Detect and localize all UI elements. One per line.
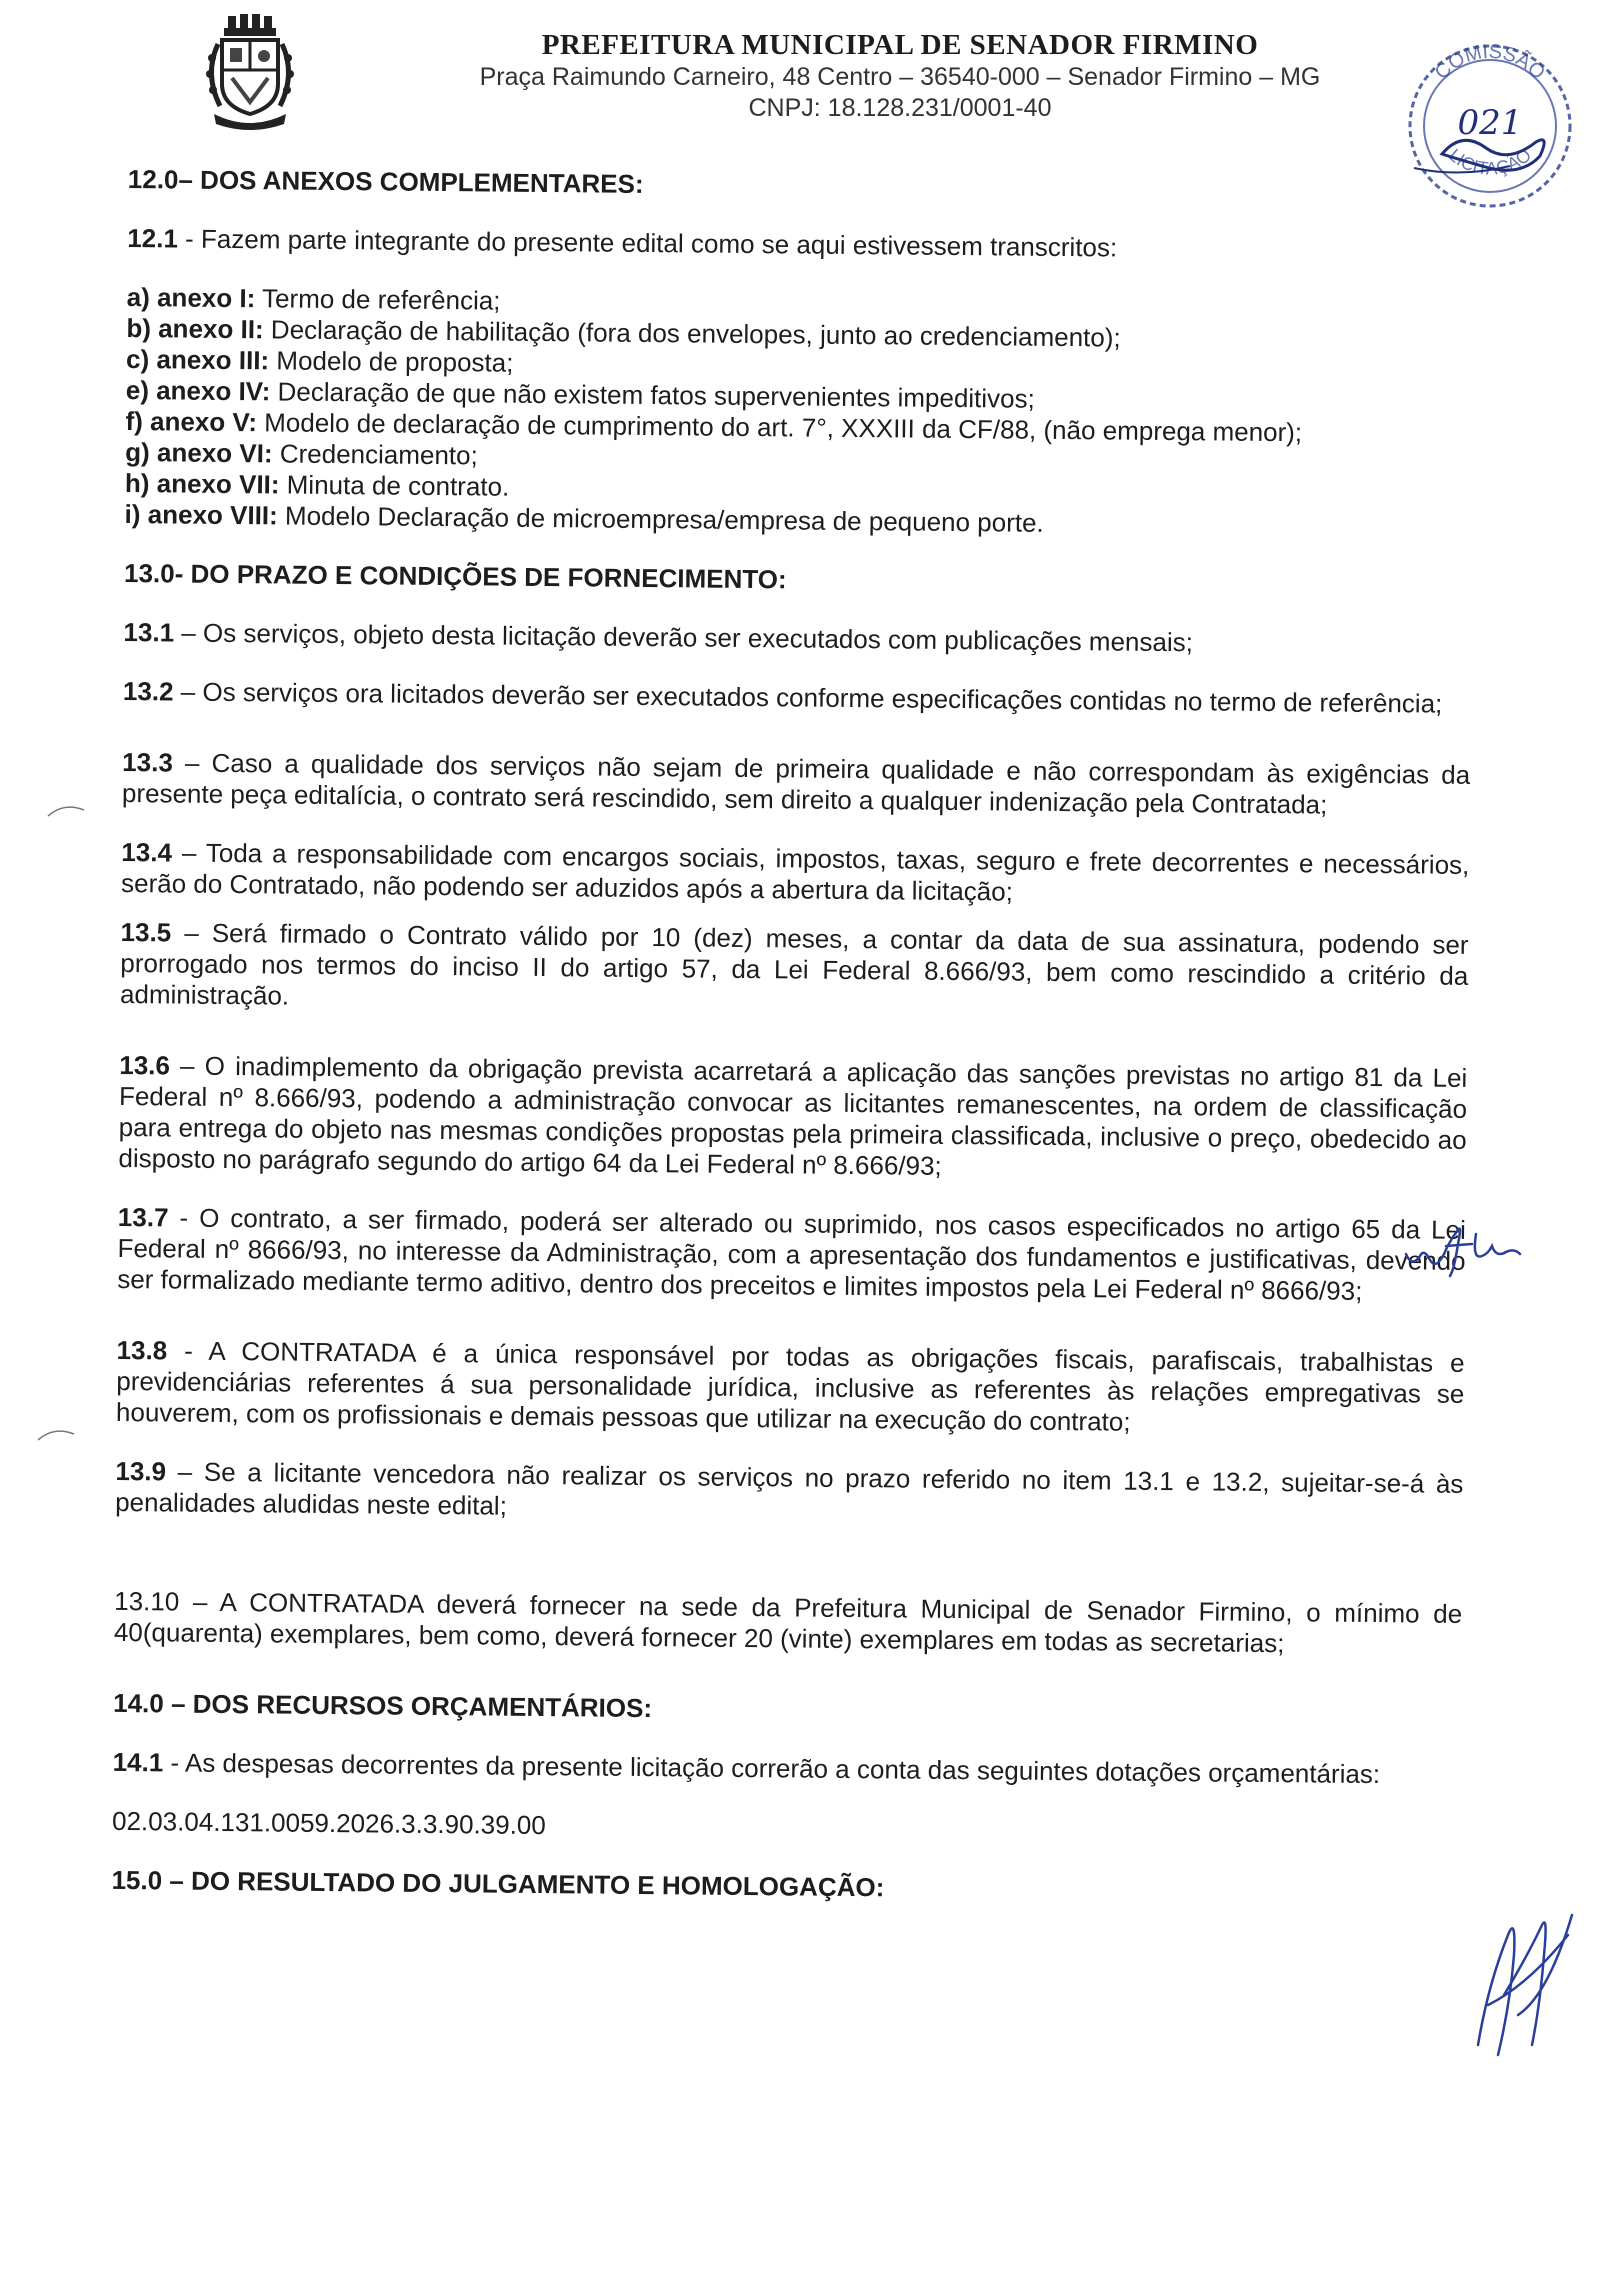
budget-code: 02.03.04.131.0059.2026.3.3.90.39.00 bbox=[111, 1805, 546, 1841]
list-item: g) anexo VI: Credenciamento; bbox=[125, 436, 478, 471]
municipal-crest-icon bbox=[200, 14, 300, 132]
list-item: c) anexo III: Modelo de proposta; bbox=[125, 343, 514, 378]
clause-13-7: 13.7 - O contrato, a ser firmado, poderá ser alterado ou suprimido, nos casos especificados no artigo 65 da Lei Federal nº 8666/93, no interesse da Administração, com a apresentação dos fundamentos e justificativas, devendo ser formalizado mediante termo aditivo, dentro dos preceitos e limites impostos pela Lei Federal nº 8666/93; bbox=[117, 1201, 1466, 1306]
clause-number: 12.1 bbox=[127, 222, 179, 254]
clause-13-5: 13.5 – Será firmado o Contrato válido por 10 (dez) meses, a contar da data de sua assinatura, podendo ser prorrogado nos termos do inciso II do artigo 57, da Lei Federal 8.666/93, bem como rescindido a critério da administração. bbox=[119, 916, 1469, 1011]
svg-text:LICITAÇÃO: LICITAÇÃO bbox=[1444, 144, 1536, 179]
clause-text: - Fazem parte integrante do presente edital como se aqui estivessem transcritos: bbox=[177, 223, 1118, 263]
clause-13-9: 13.9 – Se a licitante vencedora não realizar os serviços no prazo referido no item 13.1 e 13.2, sujeitar-se-á às penalidades aludidas neste edital; bbox=[115, 1455, 1464, 1521]
letterhead-cnpj: CNPJ: 18.128.231/0001-40 bbox=[748, 94, 1052, 122]
list-item: a) anexo I: Termo de referência; bbox=[126, 281, 501, 316]
letterhead-title: PREFEITURA MUNICIPAL DE SENADOR FIRMINO bbox=[541, 29, 1259, 61]
annex-list bbox=[124, 282, 1474, 543]
list-item: b) anexo II: Declaração de habilitação (fora dos envelopes, junto ao credenciamento); bbox=[126, 312, 1121, 353]
clause-13-8: 13.8 - A CONTRATADA é a única responsável por todas as obrigações fiscais, parafiscais, trabalhistas e previdenciárias referentes á sua personalidade jurídica, inclusive as referentes às relações empregativas se houverem, com os profissionais e demais pessoas que utilizar na execução do contrato; bbox=[115, 1334, 1465, 1437]
svg-text:021: 021 bbox=[1457, 103, 1523, 143]
handwritten-signature-icon bbox=[1458, 1895, 1578, 2065]
document-body bbox=[111, 164, 1476, 1909]
letterhead bbox=[400, 28, 1400, 124]
section-14-title: 14.0 – DOS RECURSOS ORÇAMENTÁRIOS: bbox=[113, 1687, 653, 1724]
section-12-title: 12.0– DOS ANEXOS COMPLEMENTARES: bbox=[127, 164, 644, 199]
clause-14-1: 14.1 - As despesas decorrentes da presente licitação correrão a conta das seguintes dotações orçamentárias: bbox=[112, 1746, 1381, 1790]
svg-text:COMISSÃO: COMISSÃO bbox=[1430, 40, 1550, 84]
list-item: f) anexo V: Modelo de declaração de cumprimento do art. 7°, XXXIII da CF/88, (não emprega menor); bbox=[125, 405, 1303, 448]
margin-mark-icon bbox=[46, 800, 86, 820]
list-item: i) anexo VIII: Modelo Declaração de microempresa/empresa de pequeno porte. bbox=[124, 498, 1044, 538]
handwritten-initials-icon bbox=[1400, 1210, 1530, 1280]
clause-13-6: 13.6 – O inadimplemento da obrigação prevista acarretará a aplicação das sanções previstas no artigo 81 da Lei Federal nº 8.666/93, podendo a administração convocar as licitantes remanescentes, na ordem de classificação para entrega do objeto nas mesmas condições propostas pela primeira classificada, inclusive o preço, obedecido ao disposto no parágrafo segundo do artigo 64 da Lei Federal nº 8.666/93; bbox=[118, 1049, 1468, 1181]
section-13-title: 13.0- DO PRAZO E CONDIÇÕES DE FORNECIMENTO: bbox=[123, 557, 787, 595]
clause-13-10: 13.10 – A CONTRATADA deverá fornecer na sede da Prefeitura Municipal de Senador Firmino, o mínimo de 40(quarenta) exemplares, bem como, deverá fornecer 20 (vinte) exemplares em todas as secretarias; bbox=[113, 1585, 1463, 1659]
clause-13-2: 13.2 – Os serviços ora licitados deverão ser executados conforme especificações contidas no termo de referência; bbox=[122, 675, 1443, 719]
clause-13-3: 13.3 – Caso a qualidade dos serviços não sejam de primeira qualidade e não correspondam às exigências da presente peça editalícia, o contrato será rescindido, sem direito a qualquer indenização pela Contratada; bbox=[121, 746, 1471, 820]
list-item: h) anexo VII: Minuta de contrato. bbox=[124, 467, 510, 502]
list-item: e) anexo IV: Declaração de que não existem fatos supervenientes impeditivos; bbox=[125, 374, 1035, 414]
margin-mark-icon bbox=[36, 1424, 76, 1444]
clause-13-1: 13.1 – Os serviços, objeto desta licitação deverão ser executados com publicações mensais; bbox=[123, 616, 1194, 658]
letterhead-address: Praça Raimundo Carneiro, 48 Centro – 36540-000 – Senador Firmino – MG bbox=[479, 63, 1321, 91]
section-15-title: 15.0 – DO RESULTADO DO JULGAMENTO E HOMOLOGAÇÃO: bbox=[111, 1864, 885, 1903]
clause-13-4: 13.4 – Toda a responsabilidade com encargos sociais, impostos, taxas, seguro e frete decorrentes e necessários, serão do Contratado, não podendo ser aduzidos após a abertura da licitação; bbox=[120, 836, 1470, 907]
